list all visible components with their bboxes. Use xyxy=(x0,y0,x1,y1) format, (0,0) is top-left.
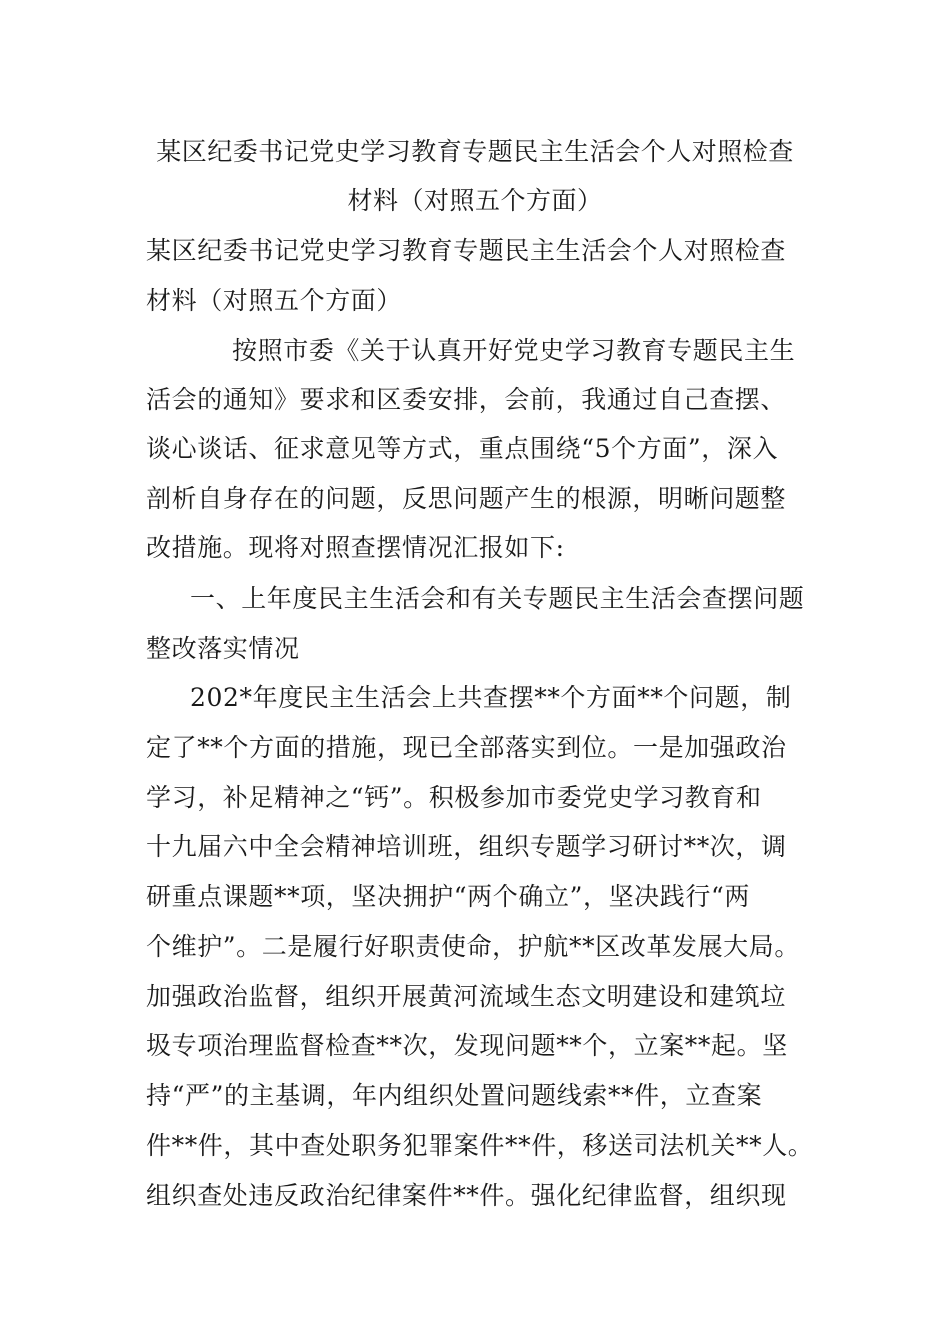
body-line: 个维护”。二是履行好职责使命，护航**区改革发展大局。 xyxy=(146,932,800,961)
body-line: 活会的通知》要求和区委安排，会前，我通过自己查摆、 xyxy=(146,385,787,414)
body-line: 学习，补足精神之“钙”。积极参加市委党史学习教育和 xyxy=(146,783,762,812)
body-line: 定了**个方面的措施，现已全部落实到位。一是加强政治 xyxy=(146,733,787,762)
section-heading-continued: 整改落实情况 xyxy=(146,634,300,663)
body-line: 组织查处违反政治纪律案件**件。强化纪律监督，组织现 xyxy=(146,1181,787,1210)
body-line: 件**件，其中查处职务犯罪案件**件，移送司法机关**人。 xyxy=(146,1131,814,1160)
body-line: 剖析自身存在的问题，反思问题产生的根源，明晰问题整 xyxy=(146,484,787,513)
section-heading: 一、上年度民主生活会和有关专题民主生活会查摆问题 xyxy=(190,584,805,613)
body-line: 谈心谈话、征求意见等方式，重点围绕“5个方面”，深入 xyxy=(146,434,779,463)
body-line: 加强政治监督，组织开展黄河流域生态文明建设和建筑垃 xyxy=(146,982,787,1011)
body-line: 某区纪委书记党史学习教育专题民主生活会个人对照检查 xyxy=(146,236,787,265)
body-line: 材料（对照五个方面） xyxy=(146,286,403,315)
body-line: 研重点课题**项，坚决拥护“两个确立”，坚决践行“两 xyxy=(146,882,750,911)
body-line: 十九届六中全会精神培训班，组织专题学习研讨**次，调 xyxy=(146,832,787,861)
document-title-line-1: 某区纪委书记党史学习教育专题民主生活会个人对照检查 xyxy=(156,137,794,166)
body-line: 圾专项治理监督检查**次，发现问题**个，立案**起。坚 xyxy=(146,1031,788,1060)
body-line: 持“严”的主基调，年内组织处置问题线索**件，立查案 xyxy=(146,1081,763,1110)
body-line: 202*年度民主生活会上共查摆**个方面**个问题，制 xyxy=(190,683,792,712)
body-line: 按照市委《关于认真开好党史学习教育专题民主生 xyxy=(232,336,796,365)
body-line: 改措施。现将对照查摆情况汇报如下: xyxy=(146,533,565,562)
document-title-line-2: 材料（对照五个方面） xyxy=(347,186,603,215)
